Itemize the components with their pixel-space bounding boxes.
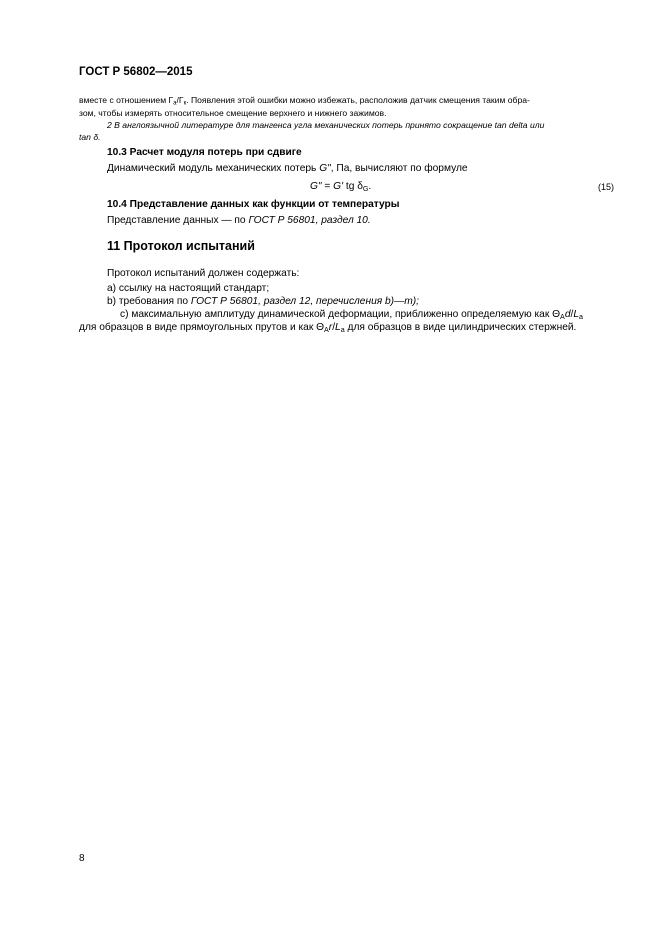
note-line-3: 2 В англоязычной литературе для тангенса угла механических потерь принято сокращение tan delta или	[107, 120, 545, 130]
note-line-1: вместе с отношением $Г_а/Г_к$. Появления этой ошибки можно избежать, расположив датчик смещения таким обра-	[79, 95, 530, 107]
section-10-3-text: Динамический модуль механических потерь G", Па, вычисляют по формуле	[107, 163, 468, 174]
section-11-heading: 11 Протокол испытаний	[107, 239, 255, 253]
note-line-2: зом, чтобы измерять относительное смещение верхнего и нижнего зажимов.	[79, 108, 387, 118]
list-item-b: b) требования по ГОСТ Р 56801, раздел 12, перечисления b)—m);	[107, 296, 419, 307]
formula-number: (15)	[597, 182, 614, 192]
document-header: ГОСТ Р 56802—2015	[79, 66, 193, 78]
section-10-3-heading: 10.3 Расчет модуля потерь при сдвиге	[107, 147, 302, 158]
section-11-intro: Протокол испытаний должен содержать:	[107, 268, 300, 279]
list-item-c-line-2: для образцов в виде прямоугольных прутов и как $\Theta_Ar/L_a$ для образцов в виде цилиндрических стержней.	[79, 322, 577, 334]
list-item-c-line-1: c) максимальную амплитуду динамической деформации, приближенно определяемую как $\Theta_Ad/L_a$	[120, 309, 583, 321]
page-number: 8	[79, 853, 85, 864]
list-item-a: a) ссылку на настоящий стандарт;	[107, 283, 270, 294]
section-10-4-heading: 10.4 Представление данных как функции от температуры	[107, 199, 400, 210]
note-line-4: tan δ.	[79, 132, 101, 142]
formula-15: G" = G' tg $\delta_G$.	[310, 181, 372, 193]
section-10-4-text: Представление данных — по ГОСТ Р 56801, раздел 10.	[107, 215, 371, 226]
